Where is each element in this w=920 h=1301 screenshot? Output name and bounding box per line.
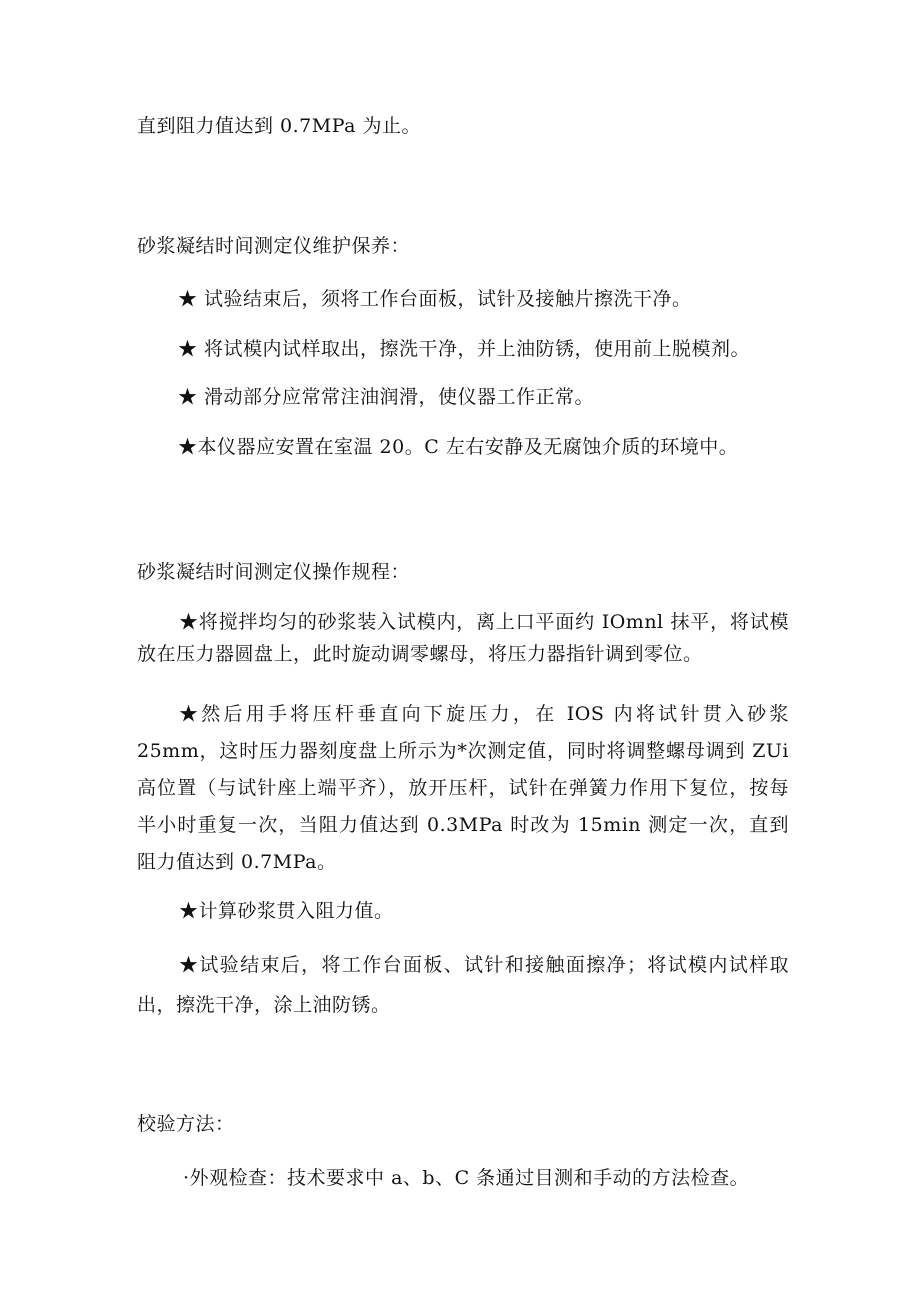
- calibration-heading: 校验方法：: [137, 1113, 235, 1135]
- intro-line: 直到阻力值达到 0.7MPa 为止。: [137, 115, 422, 137]
- operation-paragraph: ★试验结束后，将工作台面板、试针和接触面擦净；将试模内试样取出，擦洗干净，涂上油防锈。: [137, 954, 789, 1016]
- maintenance-heading: 砂浆凝结时间测定仪维护保养：: [137, 235, 411, 257]
- operation-heading: 砂浆凝结时间测定仪操作规程：: [137, 561, 411, 583]
- maintenance-item: ★ 试验结束后，须将工作台面板，试针及接触片擦洗干净。: [178, 288, 692, 310]
- calibration-item: ·外观检查：技术要求中 a、b、C 条通过目测和手动的方法检查。: [183, 1167, 750, 1189]
- operation-paragraph: ★将搅拌均匀的砂浆装入试模内，离上口平面约 IOmnl 抹平，将试模放在压力器圆盘上，此时旋动调零螺母，将压力器指针调到零位。: [137, 611, 789, 665]
- maintenance-item: ★ 滑动部分应常常注油润滑，使仪器工作正常。: [178, 386, 595, 408]
- maintenance-item: ★ 将试模内试样取出，擦洗干净，并上油防锈，使用前上脱模剂。: [178, 338, 751, 360]
- maintenance-item: ★本仪器应安置在室温 20。C 左右安静及无腐蚀介质的环境中。: [178, 436, 739, 458]
- operation-paragraph: ★然后用手将压杆垂直向下旋压力，在 IOS 内将试针贯入砂浆 25mm，这时压力器刻度盘上所示为*次测定值，同时将调整螺母调到 ZUi 高位置（与试针座上端平齐），放开压杆，试针在弹簧力作用下复位，按每半小时重复一次，当阻力值达到 0.3MPa 时改为 15min 测定一次，直到阻力值达到 0.7MPa。: [137, 703, 789, 873]
- operation-paragraph: ★计算砂浆贯入阻力值。: [179, 900, 394, 922]
